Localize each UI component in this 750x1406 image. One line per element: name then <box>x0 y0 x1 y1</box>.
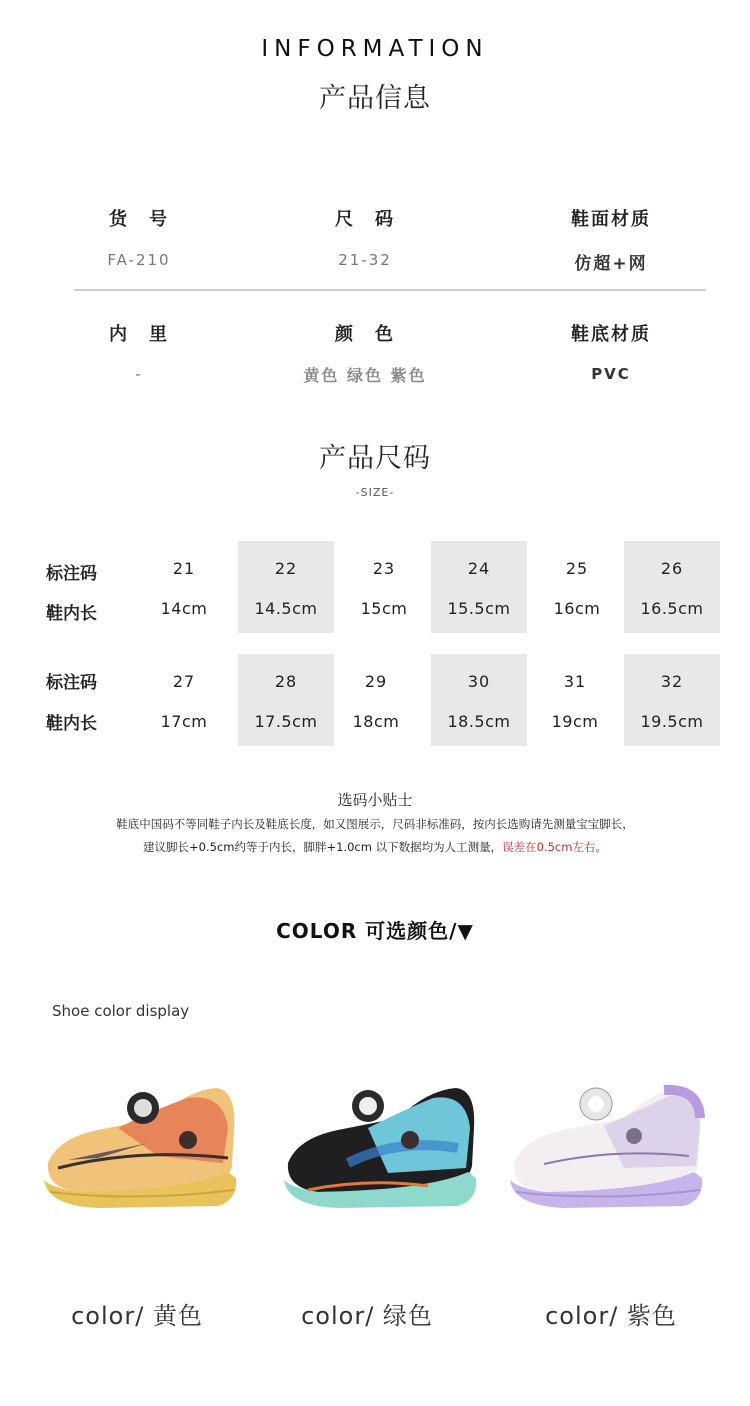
size-number: 27 <box>172 672 196 691</box>
yellow-shoe-image <box>38 1068 248 1218</box>
purple-color-label: color/ 紫色 <box>545 1302 677 1330</box>
information-heading: INFORMATION <box>261 36 489 62</box>
size-column <box>527 654 623 746</box>
size-number: 24 <box>467 559 491 578</box>
size-number: 25 <box>565 559 589 578</box>
inner-length: 17cm <box>160 712 208 731</box>
inner-length: 16.5cm <box>640 599 704 618</box>
color-value: 黄色 绿色 紫色 <box>303 366 427 385</box>
upper-material-value: 仿超+网 <box>574 254 648 274</box>
inner-length: 16cm <box>553 599 601 618</box>
inner-length: 18.5cm <box>447 712 511 731</box>
size-column <box>136 654 232 746</box>
lining-label: 内 里 <box>109 324 169 345</box>
size-tips-warning: 误差在0.5cm左右 <box>502 840 596 854</box>
lining-value: - <box>135 365 143 383</box>
inner-length: 19.5cm <box>640 712 704 731</box>
sole-material-value: PVC <box>591 365 631 383</box>
size-number: 29 <box>364 672 388 691</box>
size-column <box>529 541 625 633</box>
product-info-heading: 产品信息 <box>319 83 431 114</box>
size-column <box>431 654 527 746</box>
size-number: 32 <box>660 672 684 691</box>
size-tips-line-2 <box>0 839 750 855</box>
inner-length: 14cm <box>160 599 208 618</box>
length-row-label: 鞋内长 <box>46 604 97 624</box>
inner-length: 14.5cm <box>254 599 318 618</box>
purple-shoe-image <box>504 1068 714 1218</box>
size-row-label: 标注码 <box>46 564 97 584</box>
size-number: 28 <box>274 672 298 691</box>
size-column <box>624 541 720 633</box>
length-row-label: 鞋内长 <box>46 714 97 734</box>
size-table-2 <box>40 654 730 746</box>
item-number-label: 货 号 <box>109 209 169 230</box>
inner-length: 15.5cm <box>447 599 511 618</box>
size-number: 26 <box>660 559 684 578</box>
size-number: 22 <box>274 559 298 578</box>
green-shoe-image <box>278 1068 488 1218</box>
inner-length: 18cm <box>352 712 400 731</box>
size-table-1 <box>40 541 730 633</box>
size-number: 21 <box>172 559 196 578</box>
size-number: 30 <box>467 672 491 691</box>
item-number-value: FA-210 <box>107 251 171 269</box>
size-row-label: 标注码 <box>46 673 97 693</box>
size-tips-end: 。 <box>595 840 607 854</box>
size-column <box>624 654 720 746</box>
size-range-value: 21-32 <box>338 251 392 269</box>
size-number: 23 <box>372 559 396 578</box>
info-divider <box>74 289 706 291</box>
size-tips-text: 建议脚长+0.5cm约等于内长，脚胖+1.0cm 以下数据均为人工测量， <box>143 840 503 854</box>
inner-length: 19cm <box>551 712 599 731</box>
size-number: 31 <box>563 672 587 691</box>
size-column <box>238 541 334 633</box>
size-range-label: 尺 码 <box>335 209 395 230</box>
size-column <box>431 541 527 633</box>
size-column <box>328 654 424 746</box>
size-column <box>336 541 432 633</box>
size-subheading: -SIZE- <box>355 486 395 499</box>
inner-length: 15cm <box>360 599 408 618</box>
green-color-label: color/ 绿色 <box>301 1302 433 1330</box>
sole-material-label: 鞋底材质 <box>571 324 651 345</box>
size-column <box>238 654 334 746</box>
color-options-heading: COLOR 可选颜色/▼ <box>276 919 474 943</box>
size-column <box>136 541 232 633</box>
size-heading: 产品尺码 <box>319 443 431 474</box>
upper-material-label: 鞋面材质 <box>571 209 651 230</box>
color-label: 颜 色 <box>335 324 395 345</box>
size-tips-line-1: 鞋底中国码不等同鞋子内长及鞋底长度，如又图展示，尺码非标准码，按内长选购请先测量宝宝脚长， <box>116 817 634 831</box>
inner-length: 17.5cm <box>254 712 318 731</box>
size-tips-heading: 选码小贴士 <box>337 791 413 809</box>
shoe-color-display-label: Shoe color display <box>52 1002 190 1020</box>
yellow-color-label: color/ 黄色 <box>71 1302 203 1330</box>
